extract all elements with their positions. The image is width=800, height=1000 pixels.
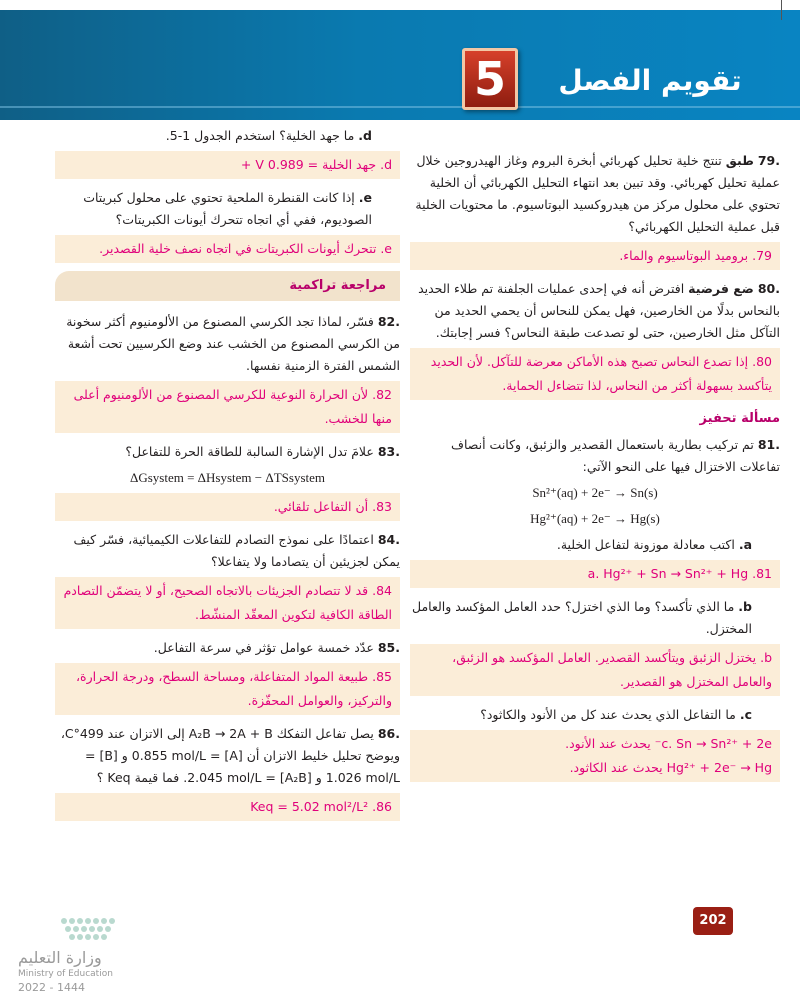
question-79: [410, 150, 780, 238]
answer-80: 80. إذا تصدع النحاس تصبح هذه الأماكن معرضة للتآكل. لأن الحديد يتأكسد بسهولة أكثر من النحاس، لذا تتضاءل الحماية.: [410, 348, 780, 400]
half-reaction-tin: Sn²⁺(aq) + 2e⁻ → Sn(s): [532, 485, 658, 500]
answer-79: 79. بروميد البوتاسيوم والماء.: [410, 242, 780, 270]
question-number: 85.: [377, 640, 400, 655]
banner-divider: [0, 106, 800, 108]
question-text: علامَ تدل الإشارة السالبة للطاقة الحرة للتفاعل؟: [125, 444, 374, 459]
question-number: 82.: [377, 314, 400, 329]
sub-question-e: [55, 187, 400, 231]
question-86: [55, 723, 400, 789]
question-number: 84.: [377, 532, 400, 547]
sub-question-c: [410, 704, 780, 726]
sub-question-d: [55, 125, 400, 147]
answer-81a: 81. a. Hg²⁺ + Sn → Sn²⁺ + Hg: [410, 560, 780, 588]
question-number: 83.: [377, 444, 400, 459]
answer-85: 85. طبيعة المواد المتفاعلة، ومساحة السطح، ودرجة الحرارة، والتركيز، والعوامل المحفّزة.: [55, 663, 400, 715]
page-number: 202: [693, 907, 733, 935]
question-84: [55, 529, 400, 573]
question-text: تنتج خلية تحليل كهربائي أبخرة البروم وغاز الهيدروجين خلال عملية تحليل كهربائي. وقد تبين بعد انتهاء التحليل الكهربائي أن الخلية تحتوي على محلول مركز من هيدروكسيد البوتاسيوم. ما محتويات الخلية قبل عملية التحليل الكهربائي؟: [415, 153, 780, 234]
question-text: عدّد خمسة عوامل تؤثر في سرعة التفاعل.: [153, 640, 374, 655]
review-heading: مراجعة تراكمية: [55, 271, 400, 301]
sub-question-a: [410, 534, 780, 556]
ministry-name-en: Ministry of Education: [18, 969, 113, 979]
ministry-name-ar: وزارة التعليم: [18, 948, 102, 967]
sub-question-b: [410, 596, 780, 640]
question-number: 79.: [757, 153, 780, 168]
question-81: [410, 434, 780, 478]
challenge-heading: مسألة تحفيز: [699, 411, 780, 426]
question-text: تم تركيب بطارية باستعمال القصدير والزئبق، وكانت أنصاف تفاعلات الاختزال فيها على النحو الآتي:: [451, 437, 780, 474]
sub-text: ما الذي تأكسد؟ وما الذي اختزل؟ حدد العامل المؤكسد والعامل المختزل.: [411, 599, 752, 636]
answer-e: e. تتحرك أيونات الكبريتات في اتجاه نصف خلية القصدير.: [55, 235, 400, 263]
question-skill-label: ضع فرضية: [688, 281, 754, 296]
sub-label: b.: [738, 599, 752, 614]
question-83: [55, 441, 400, 463]
question-text: يصل تفاعل التفكك A₂B → 2A + B إلى الاتزان عند 499°C، ويوضح تحليل خليط الاتزان أن [A] = 0.855 mol/L و [B] = 1.026 mol/L و [A₂B] = 2.045 mol/L. فما قيمة Keq ؟: [60, 726, 400, 785]
answer-83: 83. أن التفاعل تلقائي.: [55, 493, 400, 521]
question-number: 86.: [377, 726, 400, 741]
question-85: [55, 637, 400, 659]
crop-mark: [781, 0, 782, 20]
answer-84: 84. قد لا تتصادم الجزيئات بالاتجاه الصحيح، أو لا يتضمّن التصادم الطاقة الكافية لتكوين المعقّد المنشّط.: [55, 577, 400, 629]
answer-81c-anode: c. Sn → Sn²⁺ + 2e⁻ يحدث عند الأنود.: [565, 736, 772, 751]
question-text: فسّر، لماذا تجد الكرسي المصنوع من الألومنيوم أكثر سخونة من الكرسي المصنوع من الخشب عند وضع الكرسيين تحت أشعة الشمس الفترة الزمنية نفسها.: [66, 314, 400, 373]
half-reaction-mercury: Hg²⁺(aq) + 2e⁻ → Hg(s): [530, 511, 660, 526]
answer-86: 86. Keq = 5.02 mol²/L²: [55, 793, 400, 821]
question-80: [410, 278, 780, 344]
left-column: [55, 125, 400, 829]
sub-label: a.: [738, 537, 752, 552]
question-text: اعتمادًا على نموذج التصادم للتفاعلات الكيميائية، فسّر كيف يمكن لجزيئين أن يتصادما ولا يتفاعلا؟: [73, 532, 400, 569]
edition-year: 2022 - 1444: [18, 981, 85, 994]
right-column: [410, 150, 780, 790]
answer-d: d. جهد الخلية = 0.989 V +: [55, 151, 400, 179]
chapter-number-badge: 5: [462, 48, 518, 110]
sub-text: ما جهد الخلية؟ استخدم الجدول 1-5.: [165, 128, 355, 143]
sub-text: إذا كانت القنطرة الملحية تحتوي على محلول كبريتات الصوديوم، ففي أي اتجاه تتحرك أيونات الكبريتات؟: [83, 190, 372, 227]
sub-text: ما التفاعل الذي يحدث عند كل من الأنود والكاثود؟: [480, 707, 736, 722]
sub-label: e.: [358, 190, 372, 205]
question-number: 80.: [757, 281, 780, 296]
answer-81c-cathode: Hg²⁺ + 2e⁻ → Hg يحدث عند الكاثود.: [569, 760, 772, 775]
ministry-logo: [18, 915, 128, 995]
sub-label: d.: [358, 128, 372, 143]
sub-label: c.: [739, 707, 752, 722]
question-skill-label: طبق: [725, 153, 754, 168]
sub-text: اكتب معادلة موزونة لتفاعل الخلية.: [556, 537, 735, 552]
answer-82: 82. لأن الحرارة النوعية للكرسي المصنوع من الألومنيوم أعلى منها للخشب.: [55, 381, 400, 433]
chapter-title: تقويم الفصل: [558, 64, 742, 97]
question-82: [55, 311, 400, 377]
free-energy-equation: ΔGsystem = ΔHsystem − ΔTSsystem: [129, 470, 326, 485]
question-number: 81.: [757, 437, 780, 452]
ministry-logo-icon: [58, 915, 118, 943]
question-text: افترض أنه في إحدى عمليات الجلفنة تم طلاء الحديد بالنحاس بدلًا من الخارصين، فهل يمكن للنحاس أن يحمي الحديد من التآكل مثل الخارصين، حتى لو تصدعت طبقة النحاس؟ فسر إجابتك.: [418, 281, 780, 340]
answer-81c: [410, 730, 780, 782]
answer-81b: b. يختزل الزئبق ويتأكسد القصدير. العامل المؤكسد هو الزئبق، والعامل المختزل هو القصدير.: [410, 644, 780, 696]
